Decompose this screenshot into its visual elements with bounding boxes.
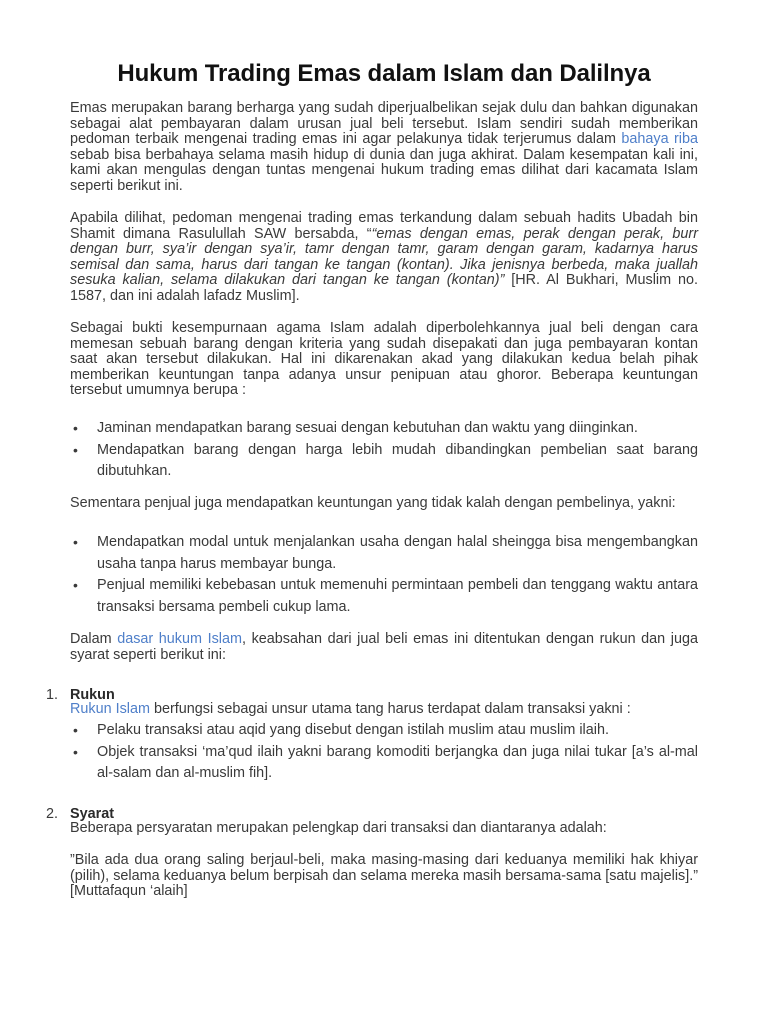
basis-suffix: , keabsahan dari jual beli emas ini ditentukan dengan rukun dan juga syarat seperti berikut ini:	[70, 631, 698, 663]
intro-paragraph	[70, 101, 698, 195]
syarat-quote: ”Bila ada dua orang saling berjaul-beli, maka masing-masing dari keduanya memiliki hak khiyar (pilih), selama keduanya belum berpisah dan selama mereka masih bersama-sama [satu majelis].” [Muttafaqun ‘alaih]	[70, 852, 698, 900]
proof-paragraph: Sebagai bukti kesempurnaan agama Islam adalah diperbolehkannya jual beli dengan cara memesan sebuah barang dengan kriteria yang sudah disepakati dan juga pembayaran kontan saat akan tersebut dilakukan. Hal ini dikarenakan akad yang dilakukan kedua belah pihak memberikan keuntungan tanpa adanya unsur penipuan atau ghoror. Beberapa keuntungan tersebut umumnya berupa :	[70, 320, 698, 399]
rukun-text: berfungsi sebagai unsur utama tang harus terdapat dalam transaksi yakni :	[149, 701, 631, 717]
list-item: • Objek transaksi ‘ma’qud ilaih yakni barang komoditi berjangka dan juga nilai tukar [a’s al-mal al-salam dan al-muslim fih].	[70, 742, 698, 785]
intro-text-1: Emas merupakan barang berharga yang sudah diperjualbelikan sejak dulu dan bahkan digunakan sebagai alat pembayaran dalam urusan jual beli tersebut. Islam sendiri sudah memberikan pedoman terbaik mengenai trading emas ini agar pelakunya tidak terjerumus dalam	[70, 100, 698, 148]
syarat-heading: Syarat	[70, 806, 115, 822]
syarat-text: Beberapa persyaratan merupakan pelengkap dari transaksi dan diantaranya adalah:	[70, 820, 607, 836]
rukun-items-list	[70, 720, 698, 785]
page-title: Hukum Trading Emas dalam Islam dan Dalilnya	[117, 60, 651, 87]
hadith-lead: Apabila dilihat, pedoman mengenai trading emas terkandung dalam sebuah hadits Ubadah bin Shamit dimana Rasulullah SAW bersabda, “	[70, 210, 698, 242]
hadith-paragraph	[70, 211, 698, 305]
list-item: • Mendapatkan modal untuk menjalankan usaha dengan halal sheingga bisa mengembangkan usaha tanpa harus membayar bunga.	[70, 532, 698, 575]
bahaya-riba-link[interactable]: bahaya riba	[621, 131, 698, 148]
list-item: • Pelaku transaksi atau aqid yang disebut dengan istilah muslim atau muslim ilaih.	[70, 720, 698, 742]
dasar-hukum-islam-link[interactable]: dasar hukum Islam	[117, 631, 242, 647]
hadith-citation: [HR. Al Bukhari, Muslim no. 1587, dan ini adalah lafadz Muslim].	[70, 272, 699, 304]
seller-benefits-list	[70, 532, 698, 618]
list-item: • Jaminan mendapatkan barang sesuai dengan kebutuhan dan waktu yang diinginkan.	[70, 418, 698, 440]
seller-intro: Sementara penjual juga mendapatkan keuntungan yang tidak kalah dengan pembelinya, yakni:	[70, 495, 676, 511]
hadith-quote: “emas dengan emas, perak dengan perak, burr dengan burr, sya’ir dengan sya’ir, tamr dengan tamr, garam dengan garam, kadarnya harus semisal dan sama, harus dari tangan ke tangan (kontan). Jika jenisnya berbeda, maka juallah sesuka kalian, selama dilakukan dari tangan ke tangan (kontan)”	[70, 225, 698, 289]
rukun-islam-link[interactable]: Rukun Islam	[70, 701, 150, 717]
rukun-intro	[70, 702, 698, 718]
list-item: • Penjual memiliki kebebasan untuk memenuhi permintaan pembeli dan tenggang waktu antara transaksi bersama pembeli cukup lama.	[70, 575, 698, 618]
buyer-benefits-list	[70, 418, 698, 483]
basis-prefix: Dalam	[70, 631, 118, 647]
basis-paragraph	[70, 632, 698, 663]
intro-text-2: sebab bisa berbahaya selama masih hidup di dunia dan juga akhirat. Dalam kesempatan kali ini, kami akan mengulas dengan tuntas mengenai hukum trading emas dilihat dari kacamata Islam seperti berikut ini.	[70, 146, 698, 194]
rukun-heading: Rukun	[70, 687, 115, 703]
list-item: • Mendapatkan barang dengan harga lebih mudah dibandingkan pembelian saat barang dibutuhkan.	[70, 440, 698, 483]
rukun-number: 1.	[46, 687, 59, 703]
syarat-number: 2.	[46, 806, 59, 822]
